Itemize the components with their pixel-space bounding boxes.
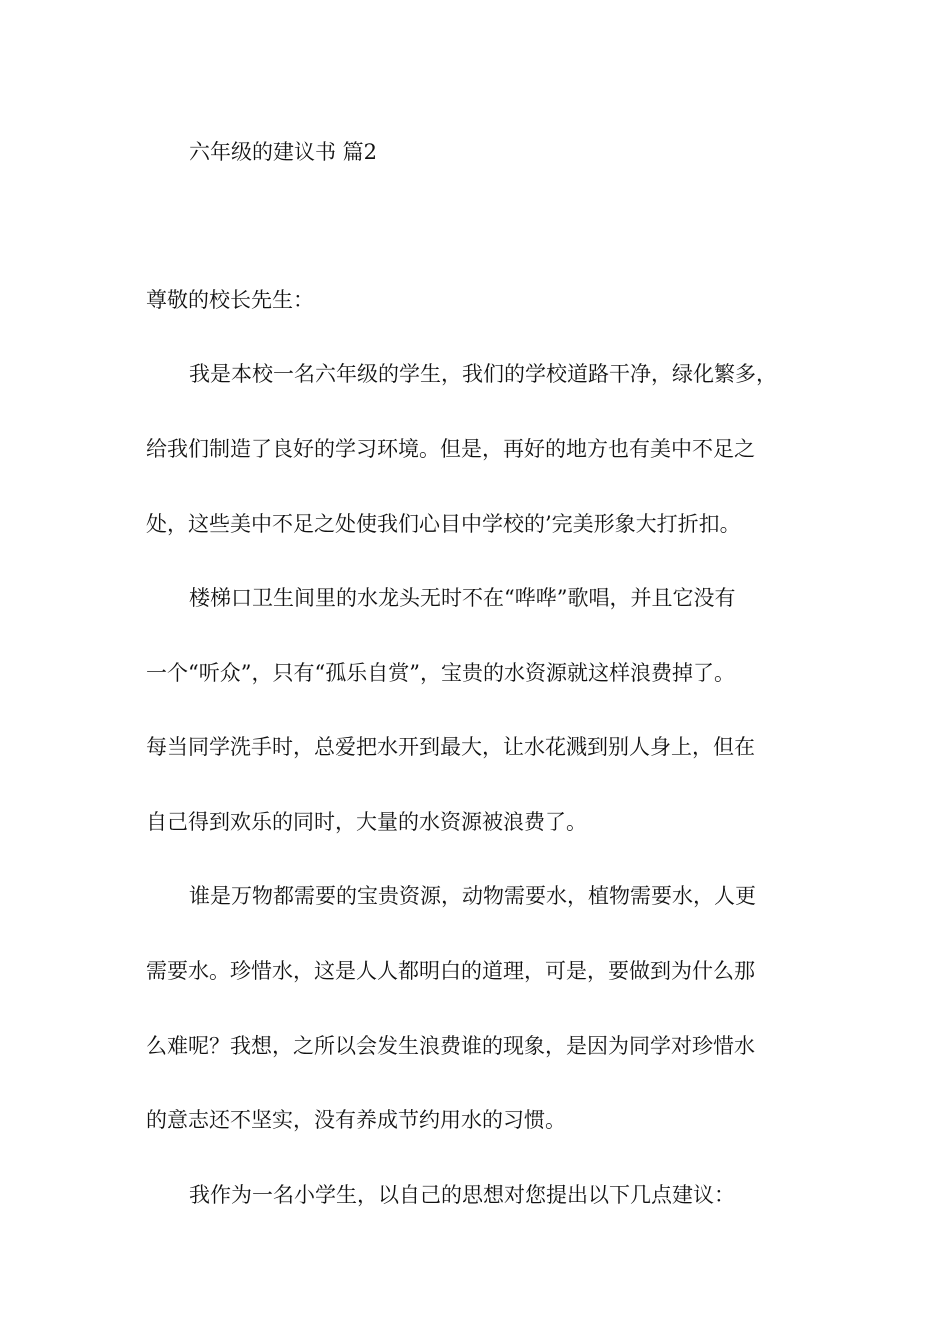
paragraph-line: 一个“听众”，只有“孤乐自赏”，宝贵的水资源就这样浪费掉了。 [146,661,735,685]
paragraph-line: 楼梯口卫生间里的水龙头无时不在“哗哗”歌唱，并且它没有 [189,586,736,610]
paragraph-line: 谁是万物都需要的宝贵资源，动物需要水，植物需要水，人更 [189,884,756,908]
paragraph-line: 需要水。珍惜水，这是人人都明白的道理，可是，要做到为什么那 [146,959,755,983]
paragraph-line: 处，这些美中不足之处使我们心目中学校的’完美形象大打折扣。 [146,512,741,536]
paragraph-line: 我作为一名小学生，以自己的思想对您提出以下几点建议： [189,1183,735,1207]
document-title: 六年级的建议书 篇2 [189,140,378,164]
paragraph-line: 给我们制造了良好的学习环境。但是，再好的地方也有美中不足之 [146,437,755,461]
paragraph-line: 我是本校一名六年级的学生，我们的学校道路干净，绿化繁多， [189,362,777,386]
paragraph-line: 每当同学洗手时，总爱把水开到最大，让水花溅到别人身上，但在 [146,735,755,759]
paragraph-line: 自己得到欢乐的同时，大量的水资源被浪费了。 [146,810,587,834]
paragraph-line: 的意志还不坚实，没有养成节约用水的习惯。 [146,1108,566,1132]
salutation: 尊敬的校长先生： [146,288,314,312]
paragraph-line: 么难呢？我想，之所以会发生浪费谁的现象，是因为同学对珍惜水 [146,1034,755,1058]
